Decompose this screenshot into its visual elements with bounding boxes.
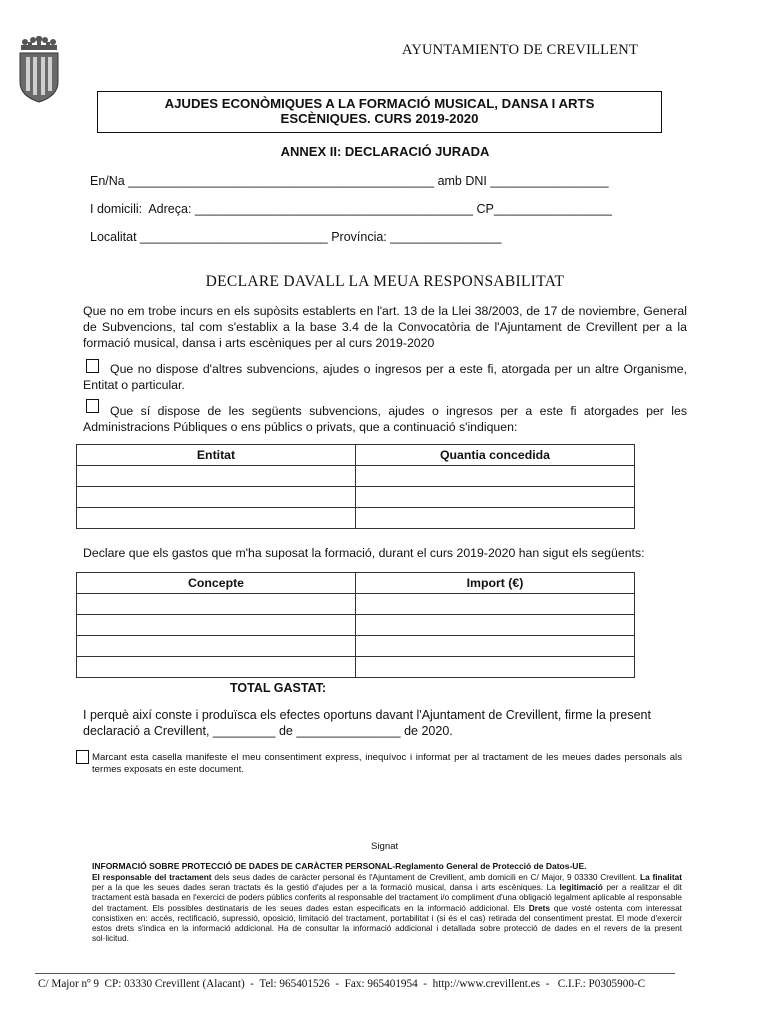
import-cell[interactable] bbox=[356, 636, 635, 657]
table-row bbox=[77, 657, 635, 678]
rights-prefix: Els bbox=[513, 902, 529, 913]
entity-cell[interactable] bbox=[77, 466, 356, 487]
consent-text: Marcant esta casella manifeste el meu consentiment express, inequívoc i informat per al tractament de les meues dades personals als termes exposats en este document. bbox=[92, 752, 682, 775]
legitimacy-label: legitimació bbox=[559, 882, 603, 893]
column-header-concept: Concepte bbox=[77, 573, 356, 594]
purpose-label: La finalitat bbox=[640, 872, 682, 882]
import-cell[interactable] bbox=[356, 594, 635, 615]
responsible-text: dels seus dades de caràcter personal és l'Ajuntament de Crevillent, amb domicili en C/ Major, 9 03330 Crevillent. bbox=[211, 872, 638, 882]
rights-label: Drets bbox=[528, 902, 550, 913]
concept-cell[interactable] bbox=[77, 636, 356, 657]
entity-cell[interactable] bbox=[77, 487, 356, 508]
purpose-text: per a la que les seues dades seran tractats és la gestió d'ajudes per a la formació musical, dansa i arts escèniques. La bbox=[92, 882, 560, 893]
table-header-row bbox=[77, 445, 635, 466]
concept-cell[interactable] bbox=[77, 657, 356, 678]
table-row bbox=[77, 487, 635, 508]
table-row bbox=[77, 594, 635, 615]
amount-cell[interactable] bbox=[356, 508, 635, 529]
total-spent-label: TOTAL GASTAT: bbox=[230, 681, 327, 695]
rights-text: que vosté ostenta com interessat consistixen en: accés, rectificació, supressió, oposició, limitació del tractament, portabilitat i (si és el cas) retirada del consentiment prestat. El mode d'exercir estos drets s'indica en la informació addicional. Ha de consultar la informació addicional i detallada sobre protecció de dades en el revers de la present sol·licitud. bbox=[92, 902, 682, 944]
no-subsidies-text: Que no dispose d'altres subvencions, ajudes o ingresos per a este fi, atorgada per un altre Organisme, Entitat o particular. bbox=[83, 362, 687, 392]
legitimacy-text: per a realitzar el dit tractament està basada en l'exercici de poders públics conferits al responsable del tractament i/o compliment d'una obligació legalment aplicable al responsable del tractament. Els possibles destinataris de les seues dades estan especificats en la informació addicional. bbox=[92, 882, 682, 913]
amount-cell[interactable] bbox=[356, 487, 635, 508]
form-title bbox=[97, 96, 662, 126]
consent-checkbox[interactable] bbox=[76, 750, 89, 764]
table-row bbox=[77, 615, 635, 636]
data-protection-text bbox=[92, 872, 682, 943]
table-header-row bbox=[77, 573, 635, 594]
expenses-table bbox=[76, 572, 635, 678]
closing-line-2-date[interactable]: declaració a Crevillent, _________ de _______________ de 2020. bbox=[83, 723, 453, 738]
column-header-amount-eur: Import (€) bbox=[356, 573, 635, 594]
data-protection-title: INFORMACIÓ SOBRE PROTECCIÓ DE DADES DE CARÀCTER PERSONAL-Reglamento General de Protecció de Datos-UE. bbox=[92, 861, 587, 871]
name-dni-field[interactable]: En/Na ____________________________________________ amb DNI _________________ bbox=[90, 174, 609, 188]
footer-contact: C/ Major nº 9 CP: 03330 Crevillent (Alacant) - Tel: 965401526 - Fax: 965401954 - http://www.crevillent.es - C.I.F.: P0305900-C bbox=[38, 978, 646, 990]
title-line-2: ESCÈNIQUES. CURS 2019-2020 bbox=[280, 111, 479, 126]
yes-subsidies-text: Que sí dispose de les següents subvencions, ajudes o ingresos per a este fi atorgades per les Administracions Públiques o ens públics o privats, que a continuació s'indiquen: bbox=[83, 404, 687, 434]
column-header-amount-granted: Quantia concedida bbox=[356, 445, 635, 466]
table-row bbox=[77, 508, 635, 529]
institution-name: AYUNTAMIENTO DE CREVILLENT bbox=[402, 42, 639, 58]
import-cell[interactable] bbox=[356, 657, 635, 678]
responsible-label: El responsable del tractament bbox=[92, 872, 212, 882]
concept-cell[interactable] bbox=[77, 594, 356, 615]
amount-cell[interactable] bbox=[356, 466, 635, 487]
title-line-1: AJUDES ECONÒMIQUES A LA FORMACIÓ MUSICAL, DANSA I ARTS bbox=[164, 96, 595, 111]
signature-label: Signat bbox=[371, 841, 399, 852]
column-header-entity: Entitat bbox=[77, 445, 356, 466]
address-postcode-field[interactable]: I domicili: Adreça: ________________________________________ CP_________________ bbox=[90, 202, 612, 216]
entity-cell[interactable] bbox=[77, 508, 356, 529]
closing-line-1: I perquè així conste i produïsca els efectes oportuns davant l'Ajuntament de Crevillent, firme la present bbox=[83, 708, 651, 722]
subsidies-table bbox=[76, 444, 635, 529]
closing-statement bbox=[83, 708, 693, 739]
table-row bbox=[77, 636, 635, 657]
statement-paragraph: Que no em trobe incurs en els supòsits establerts en l'art. 13 de la Llei 38/2003, de 17 de noviembre, General de Subvencions, tal com s'establix a la base 3.4 de la Convocatòria de l'Ajuntament de Crevillent per a la formació musical, dansa i arts escèniques per al curs 2019-2020 bbox=[83, 304, 687, 350]
table-row bbox=[77, 466, 635, 487]
annex-heading: ANNEX II: DECLARACIÓ JURADA bbox=[280, 144, 490, 159]
declaration-heading: DECLARE DAVALL LA MEUA RESPONSABILITAT bbox=[205, 273, 565, 290]
expenses-intro: Declare que els gastos que m'ha suposat la formació, durant el curs 2019-2020 han sigut els següents: bbox=[83, 546, 645, 560]
footer-divider bbox=[35, 973, 675, 974]
locality-province-field[interactable]: Localitat ___________________________ Província: ________________ bbox=[90, 230, 502, 244]
import-cell[interactable] bbox=[356, 615, 635, 636]
concept-cell[interactable] bbox=[77, 615, 356, 636]
coat-of-arms-logo bbox=[15, 36, 63, 104]
